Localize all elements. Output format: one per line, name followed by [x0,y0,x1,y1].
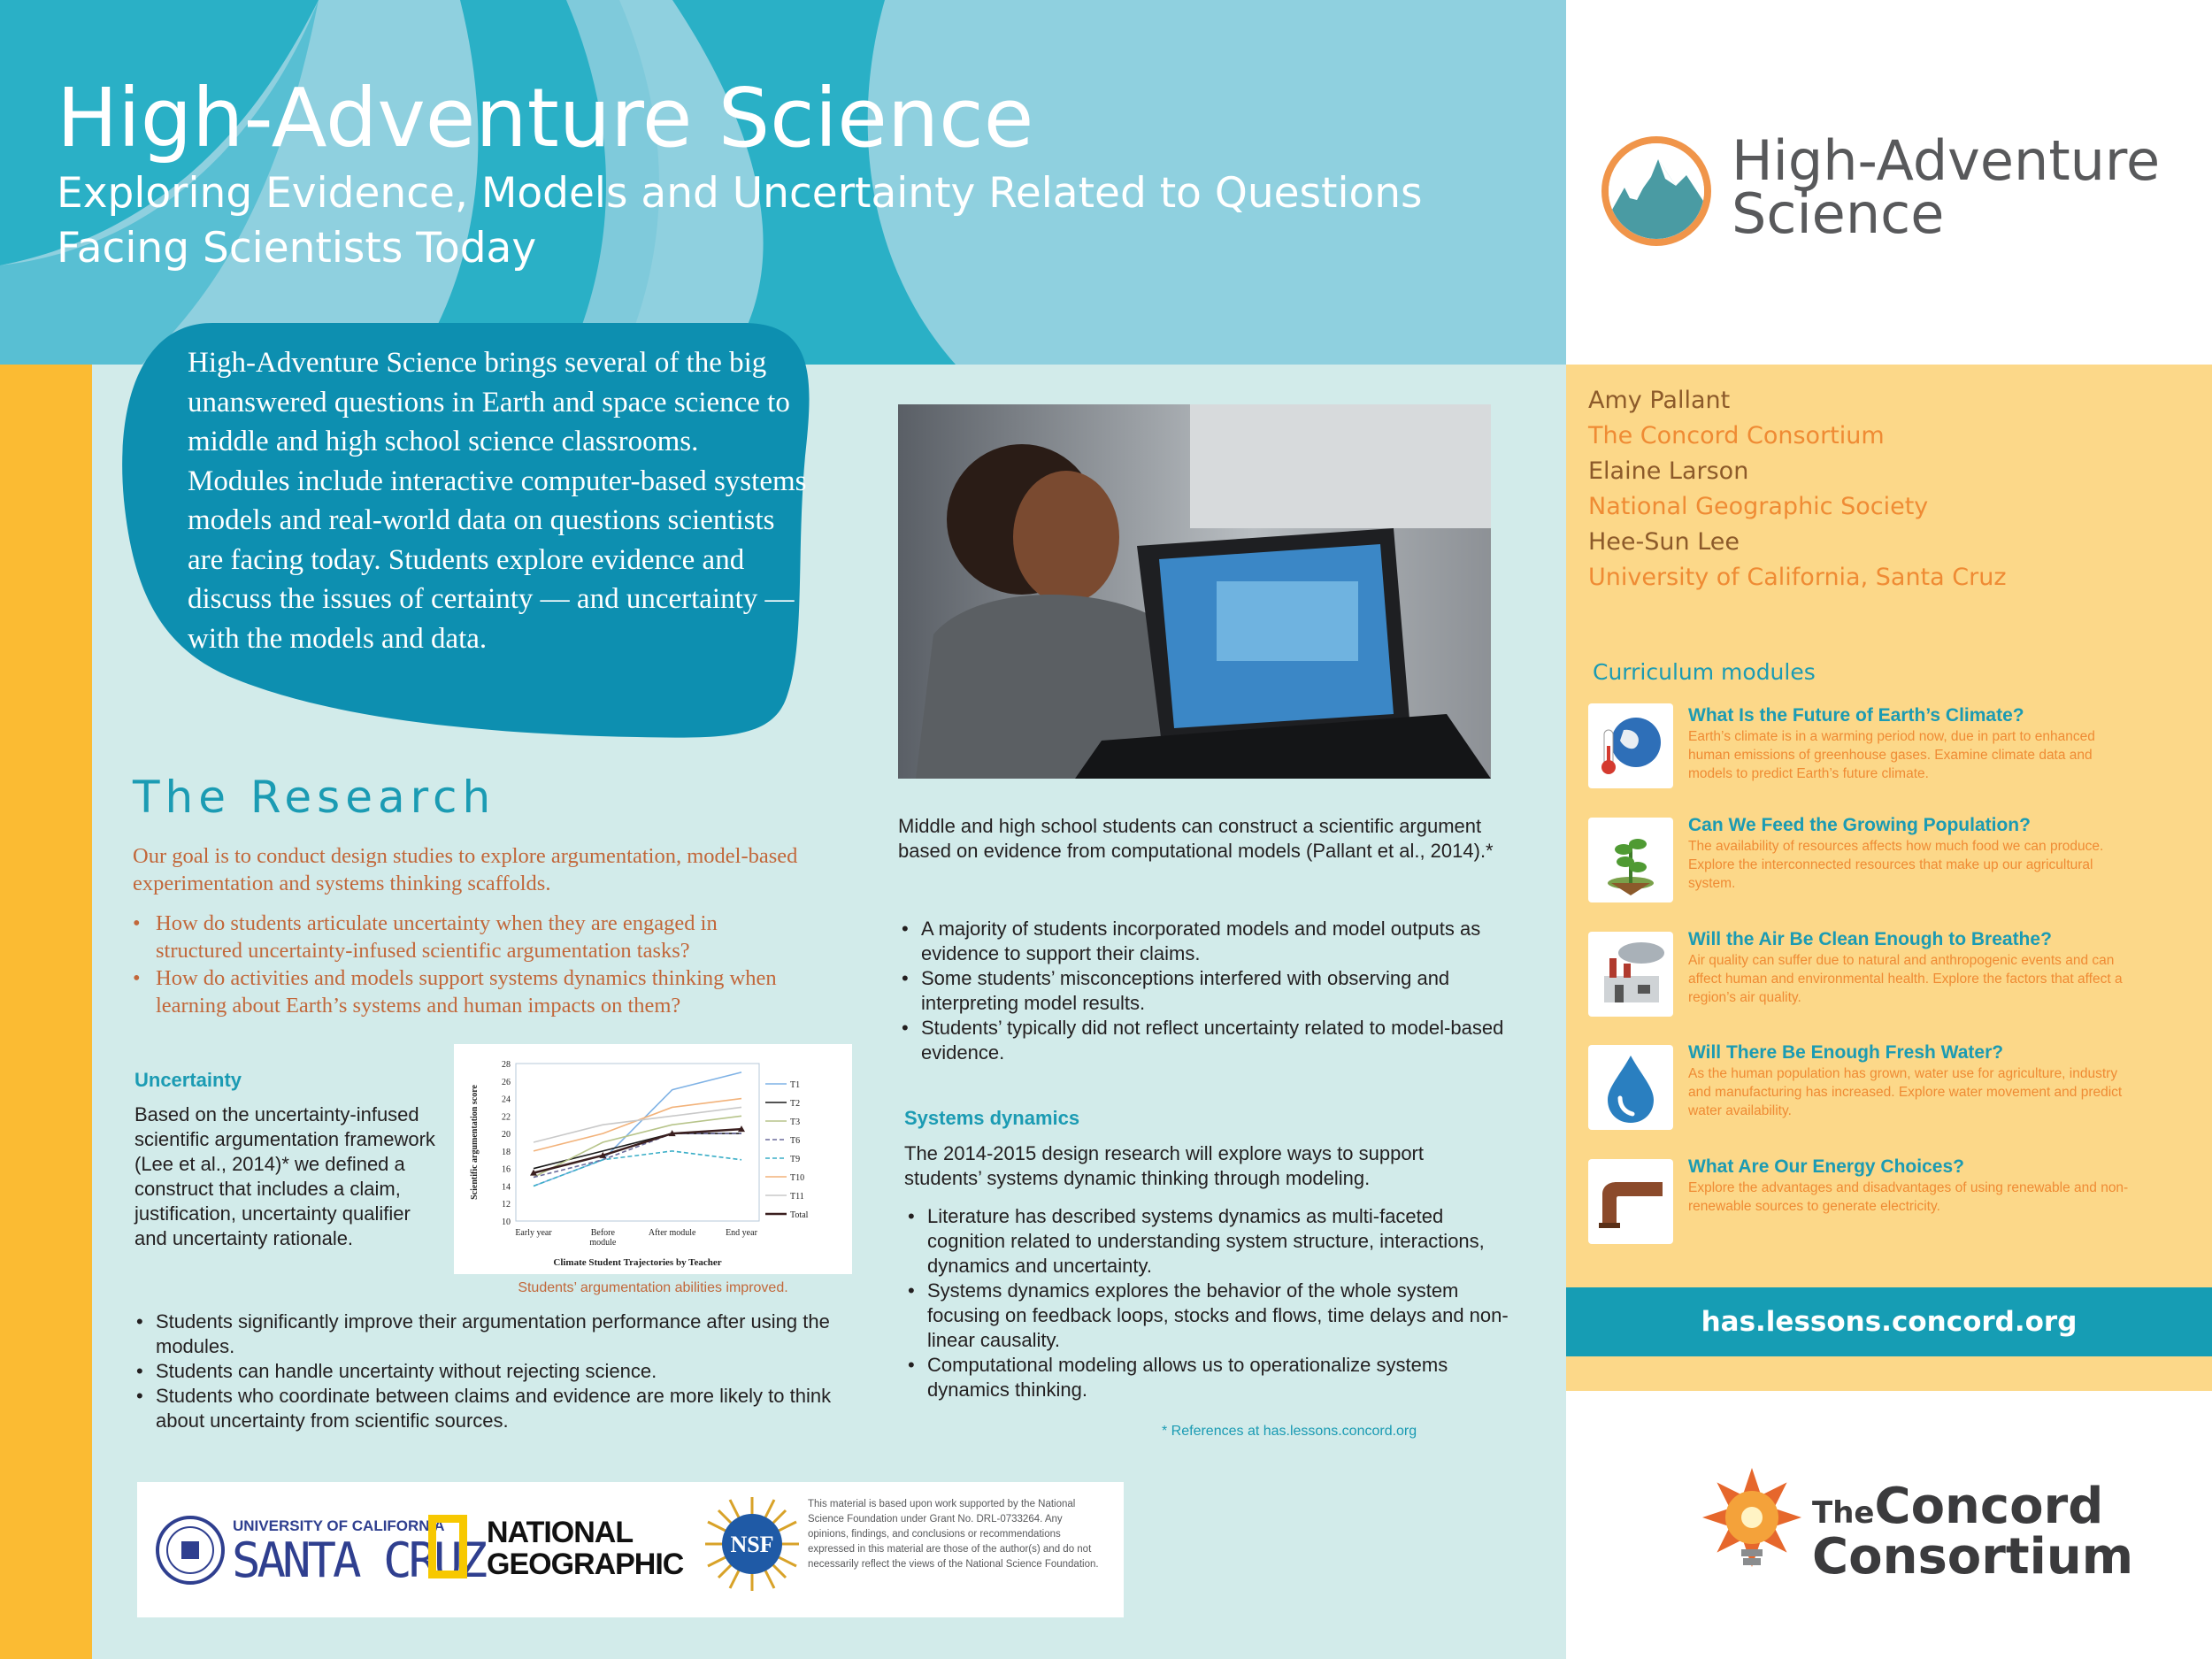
legend-label: T11 [790,1192,804,1202]
x-tick-label: module [589,1238,617,1248]
research-title: The Research [133,772,496,823]
nsf-disclaimer: This material is based upon work supported by the National Science Foundation under Grant No. DRL-0733264. Any opinions, findings, and conclusions or recommendations expressed in this material are those of the author(s) and do not necessarily reflect the views of the National Science Foundation. [808,1499,1099,1570]
legend-label: T2 [790,1099,801,1109]
chart-caption: Students’ argumentation abilities improved. [518,1280,788,1295]
concord-bulb-icon [1699,1464,1805,1588]
logo-line2: Science [1732,181,1945,246]
author-name: Amy Pallant [1588,387,1731,414]
list-item: • Some students’ misconceptions interfered with observing and interpreting model results. [898,966,1526,1016]
systems-text: The 2014-2015 design research will explore ways to support students’ systems dynamic thinking through modeling. [904,1142,1424,1189]
argumentation-chart [454,1044,852,1274]
ucsc-top-text: UNIVERSITY OF CALIFORNIA [233,1517,445,1534]
natgeo-text [487,1517,683,1580]
list-item: • Literature has described systems dynamics as multi-faceted cognition related to understanding system structure, interactions, dynamics and uncertainty. [904,1204,1524,1279]
y-tick-label: 12 [502,1200,511,1210]
x-tick-label: End year [726,1228,757,1238]
student-photo [898,404,1491,779]
legend-label: T10 [790,1173,805,1183]
left-accent-bar [0,365,92,1659]
systems-bullets [904,1204,1524,1402]
y-tick-label: 10 [502,1217,511,1227]
plant-icon [1588,818,1673,902]
y-tick-label: 16 [502,1164,511,1175]
list-item: • A majority of students incorporated models and model outputs as evidence to support their claims. [898,917,1526,966]
module-title: Can We Feed the Growing Population? [1688,815,2031,835]
ucsc-main-text: SANTA CRUZ [232,1532,485,1588]
uncertainty-heading: Uncertainty [134,1069,242,1091]
intro-text: High-Adventure Science brings several of the big unanswered questions in Earth and space science to middle and high school science classrooms. Modules include interactive computer-based systems models and real-world data on questions scientists are facing today. Students explore evidence and discuss the issues of certainty — and uncertainty — with the models and data. [188,347,807,655]
findings-intro: Middle and high school students can construct a scientific argument based on evidence from computational models (Pallant et al., 2014).* [898,815,1494,862]
y-tick-label: 14 [502,1182,511,1193]
mountain-logo-icon [1600,134,1713,248]
research-goal: Our goal is to conduct design studies to explore argumentation, model-based experimentation and systems thinking scaffolds. [133,844,798,895]
legend-label: T6 [790,1136,801,1146]
module-desc: Air quality can suffer due to natural and anthropogenic events and can affect human and environmental health. Explore the factors that affect a region’s air quality. [1688,953,2123,1005]
factory-icon [1588,932,1673,1017]
page-title: High-Adventure Science [57,71,1034,165]
list-item: • Students’ typically did not reflect uncertainty related to model-based evidence. [898,1016,1526,1065]
legend-label: T1 [790,1080,801,1090]
y-tick-label: 20 [502,1130,511,1141]
ucsc-seal-icon [155,1515,226,1586]
y-tick-label: 22 [502,1112,511,1123]
natgeo-frame-icon [428,1515,467,1578]
concord-line1: Concord [1874,1478,2104,1535]
y-tick-label: 26 [502,1077,511,1087]
author-name: Elaine Larson [1588,457,1749,485]
y-tick-label: 28 [502,1060,511,1070]
legend-label: T3 [790,1118,801,1127]
x-tick-label: Early year [515,1228,552,1238]
nsf-text: NSF [730,1532,774,1557]
module-title: Will There Be Enough Fresh Water? [1688,1042,2004,1063]
chart-svg [454,1044,852,1274]
findings-bullets [898,917,1526,1065]
concord-line2: Consortium [1812,1528,2134,1586]
chart-title: Climate Student Trajectories by Teacher [553,1257,722,1268]
list-item: • Students who coordinate between claims and evidence are more likely to think about uncertainty from scientific sources. [133,1384,841,1433]
natgeo-line2: GEOGRAPHIC [487,1548,684,1581]
author-org: University of California, Santa Cruz [1588,564,2007,591]
author-org: National Geographic Society [1588,493,1929,520]
author-org: The Concord Consortium [1588,422,1885,449]
list-item: • Systems dynamics explores the behavior of the whole system focusing on feedback loops, stocks and flows, time delays and non-linear causality. [904,1279,1524,1353]
module-desc: Earth’s climate is in a warming period now, due in part to enhanced human emissions of greenhouse gases. Examine climate data and models to predict Earth’s future climate. [1688,729,2095,781]
list-item: • Students significantly improve their argumentation performance after using the modules. [133,1310,841,1359]
globe-thermometer-icon [1588,703,1673,788]
natgeo-line1: NATIONAL [487,1516,634,1549]
concord-logo-text [1812,1478,2134,1586]
module-title: What Are Our Energy Choices? [1688,1156,1964,1177]
author-name: Hee-Sun Lee [1588,528,1740,556]
curriculum-heading: Curriculum modules [1593,659,1816,685]
research-questions [133,910,805,1019]
pipe-icon [1588,1159,1673,1244]
list-item: • Students can handle uncertainty without rejecting science. [133,1359,841,1384]
module-title: Will the Air Be Clean Enough to Breathe? [1688,929,2052,949]
y-tick-label: 18 [502,1147,511,1157]
author-list [1588,383,2190,595]
research-question: • How do students articulate uncertainty when they are engaged in structured uncertainty-infused scientific argumentation tasks? [133,910,805,964]
x-tick-label: After module [648,1228,696,1238]
y-tick-label: 24 [502,1094,511,1105]
references-note: * References at has.lessons.concord.org [1162,1424,1417,1439]
page-subtitle: Exploring Evidence, Models and Uncertainty Related to Questions Facing Scientists Today [57,169,1423,273]
uncertainty-bullets [133,1310,841,1433]
website-link[interactable]: has.lessons.concord.org [1701,1306,2078,1338]
systems-heading: Systems dynamics [904,1107,1080,1129]
nsf-logo-icon [703,1495,801,1593]
uncertainty-text: Based on the uncertainty-infused scientific argumentation framework (Lee et al., 2014)* we defined a construct that includes a claim, justification, uncertainty qualifier and uncertainty rationale. [134,1103,435,1249]
x-tick-label: Before [590,1228,615,1238]
legend-label: T9 [790,1155,801,1164]
research-question: • How do activities and models support systems dynamics thinking when learning about Earth’s systems and human impacts on them? [133,964,805,1019]
legend-label: Total [790,1210,809,1220]
logo-text [1732,128,2161,246]
module-desc: The availability of resources affects how much food we can produce. Explore the interconnected resources that make up our agricultural system. [1688,839,2104,891]
concord-the: The [1812,1495,1875,1531]
module-desc: Explore the advantages and disadvantages of using renewable and non-renewable sources to generate electricity. [1688,1180,2129,1214]
module-title: What Is the Future of Earth’s Climate? [1688,705,2024,726]
water-drop-icon [1588,1045,1673,1130]
list-item: • Computational modeling allows us to operationalize systems dynamics thinking. [904,1353,1524,1402]
logo-line1: High-Adventure [1732,128,2161,193]
y-axis-label: Scientific argumentation score [470,1085,480,1200]
module-desc: As the human population has grown, water use for agriculture, industry and manufacturing has increased. Explore water movement and predict water availability. [1688,1066,2123,1118]
